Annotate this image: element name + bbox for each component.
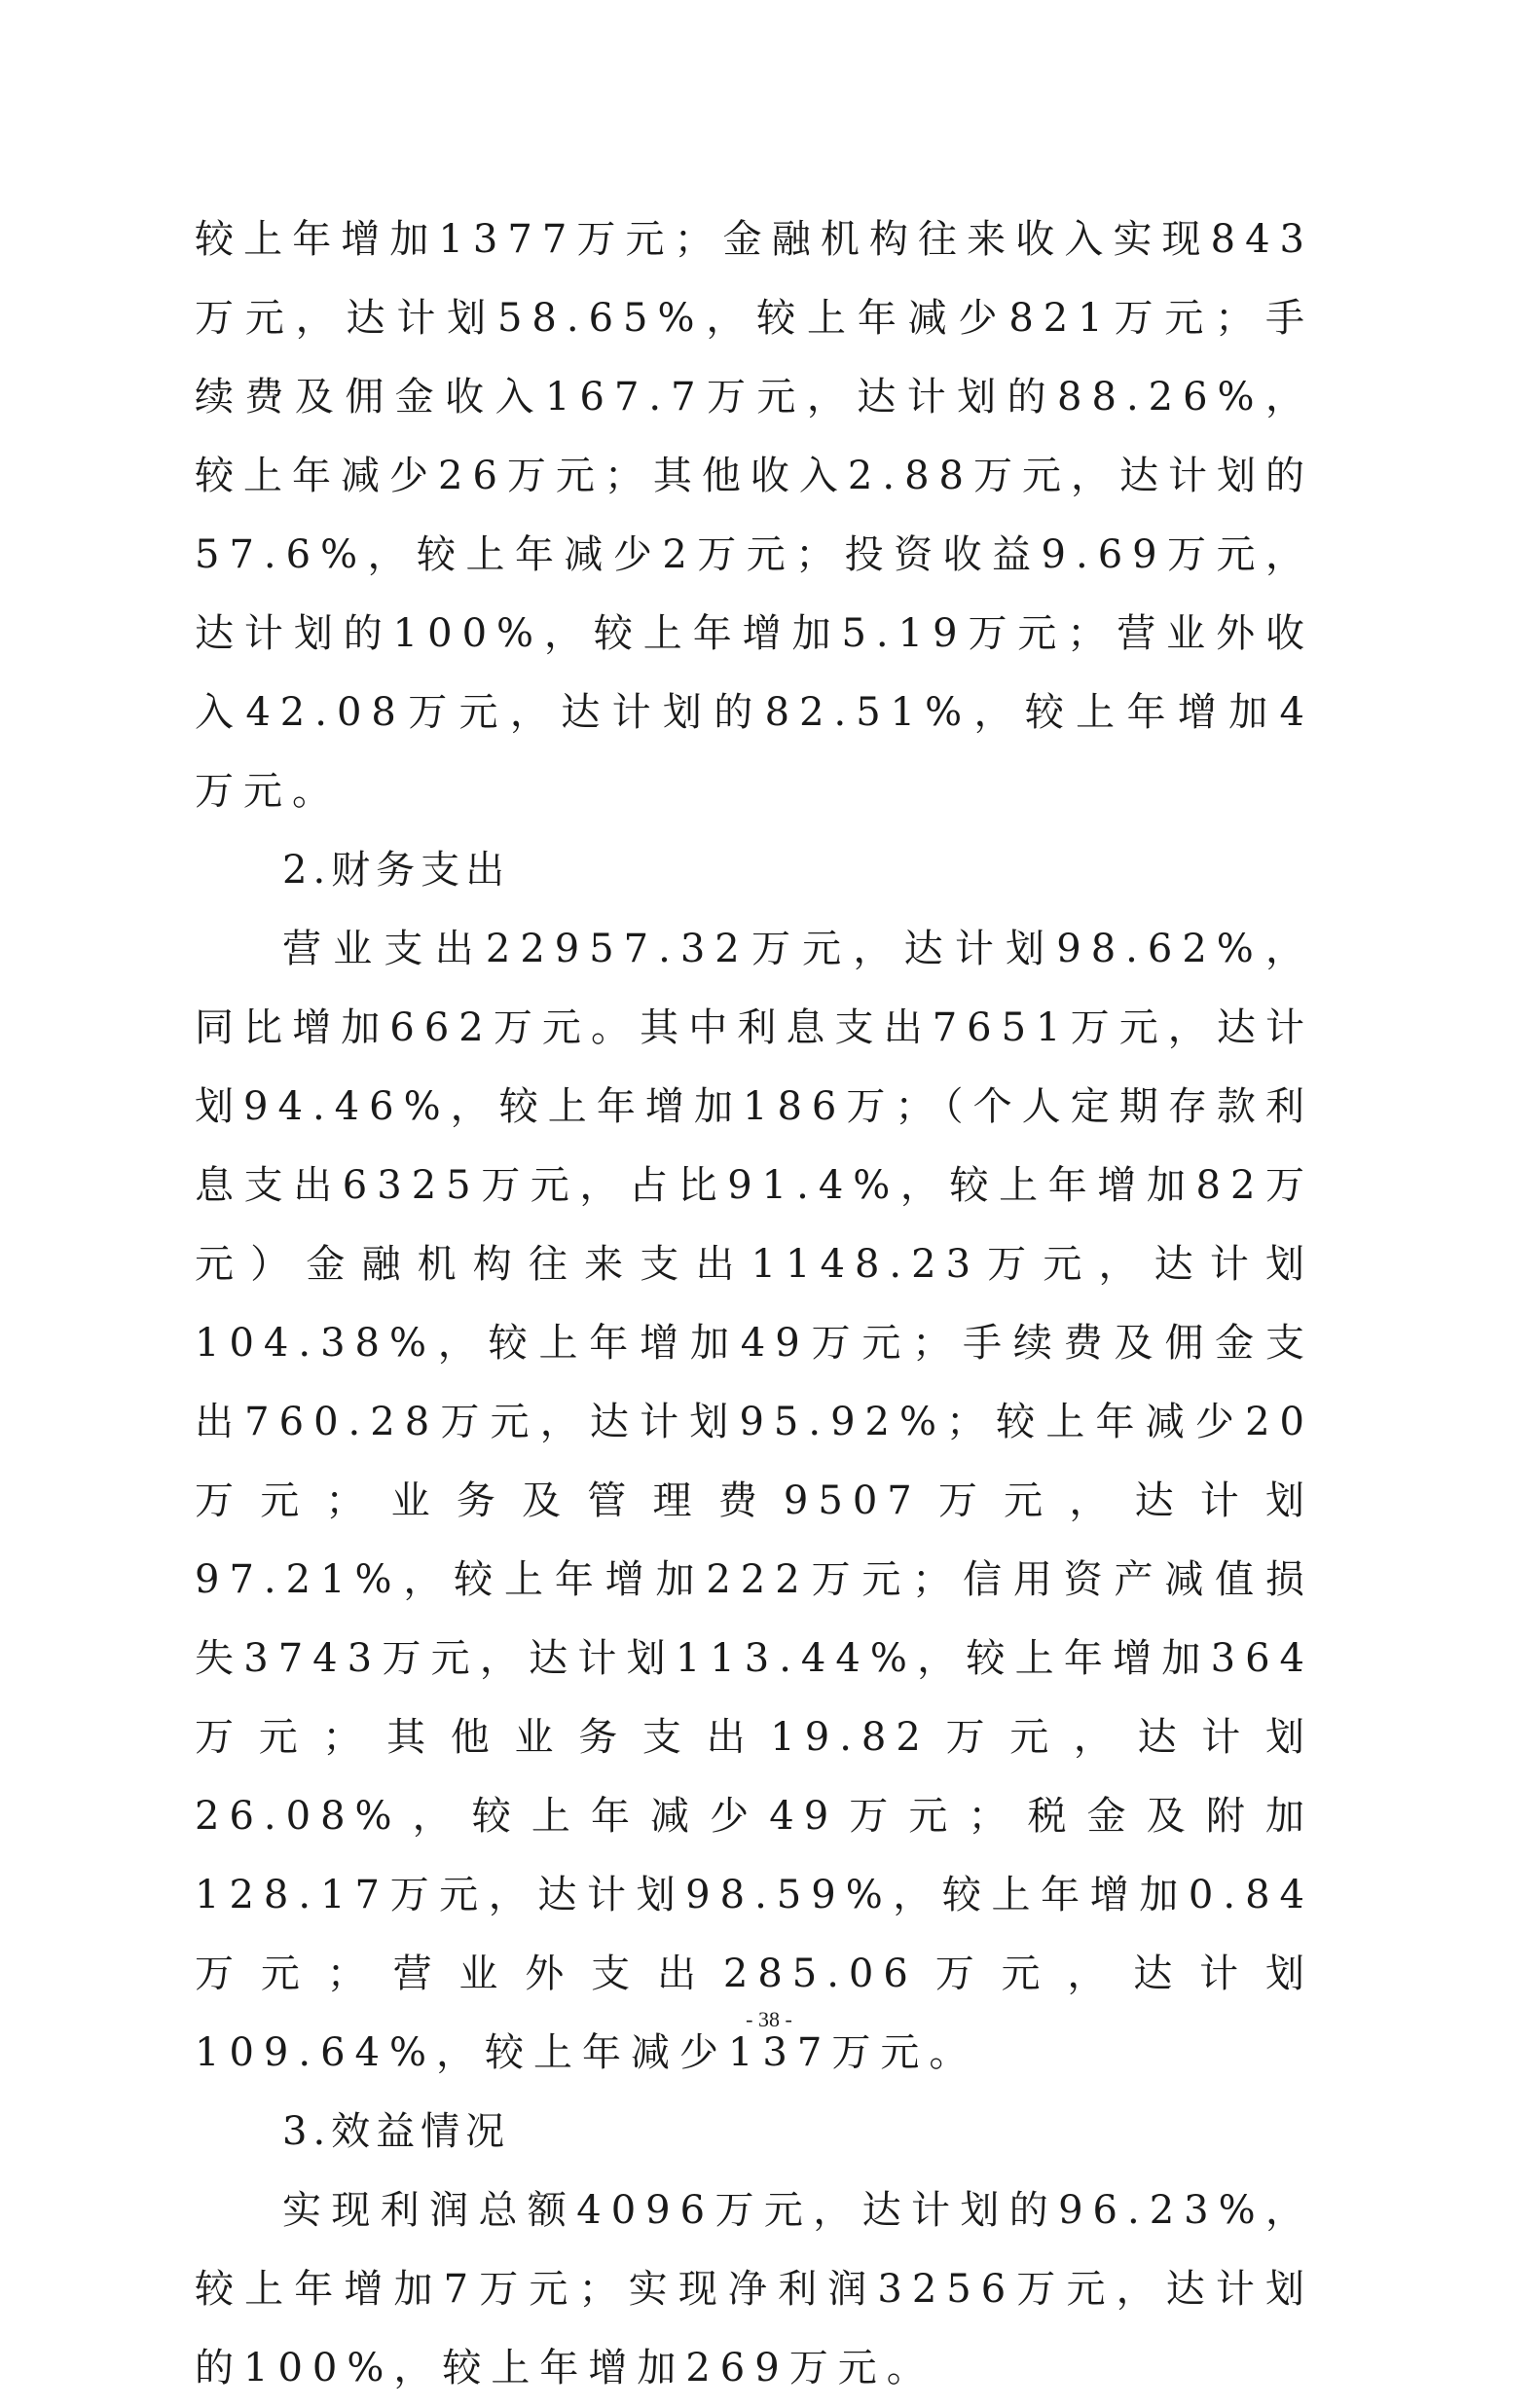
income-continued-paragraph: 较上年增加1377万元；金融机构往来收入实现843万元，达计划58.65%，较上年减少821万元；手续费及佣金收入167.7万元，达计划的88.26%，较上年减少26万元；其他收入2.88万元，达计划的57.6%，较上年减少2万元；投资收益9.69万元，达计划的100%，较上年增加5.19万元；营业外收入42.08万元，达计划的82.51%，较上年增加4万元。 xyxy=(195,217,1314,814)
document-body xyxy=(195,201,1314,2408)
page-number: - 38 - xyxy=(746,2007,792,2031)
benefit-paragraph: 实现利润总额4096万元，达计划的96.23%，较上年增加7万元；实现净利润3256万元，达计划的100%，较上年增加269万元。 xyxy=(195,2188,1314,2390)
expense-section-heading: 2.财务支出 xyxy=(282,848,511,893)
expense-paragraph: 营业支出22957.32万元，达计划98.62%，同比增加662万元。其中利息支出7651万元，达计划94.46%，较上年增加186万；（个人定期存款利息支出6325万元，占比91.4%，较上年增加82万元）金融机构往来支出1148.23万元，达计划104.38%，较上年增加49万元；手续费及佣金支出760.28万元，达计划95.92%；较上年减少20万元；业务及管理费9507万元，达计划97.21%，较上年增加222万元；信用资产减值损失3743万元，达计划113.44%，较上年增加364万元；其他业务支出19.82万元，达计划26.08%，较上年减少49万元；税金及附加128.17万元，达计划98.59%，较上年增加0.84万元；营业外支出285.06万元，达计划109.64%，较上年减少137万元。 xyxy=(195,927,1314,2075)
benefit-section-heading: 3.效益情况 xyxy=(282,2109,511,2154)
